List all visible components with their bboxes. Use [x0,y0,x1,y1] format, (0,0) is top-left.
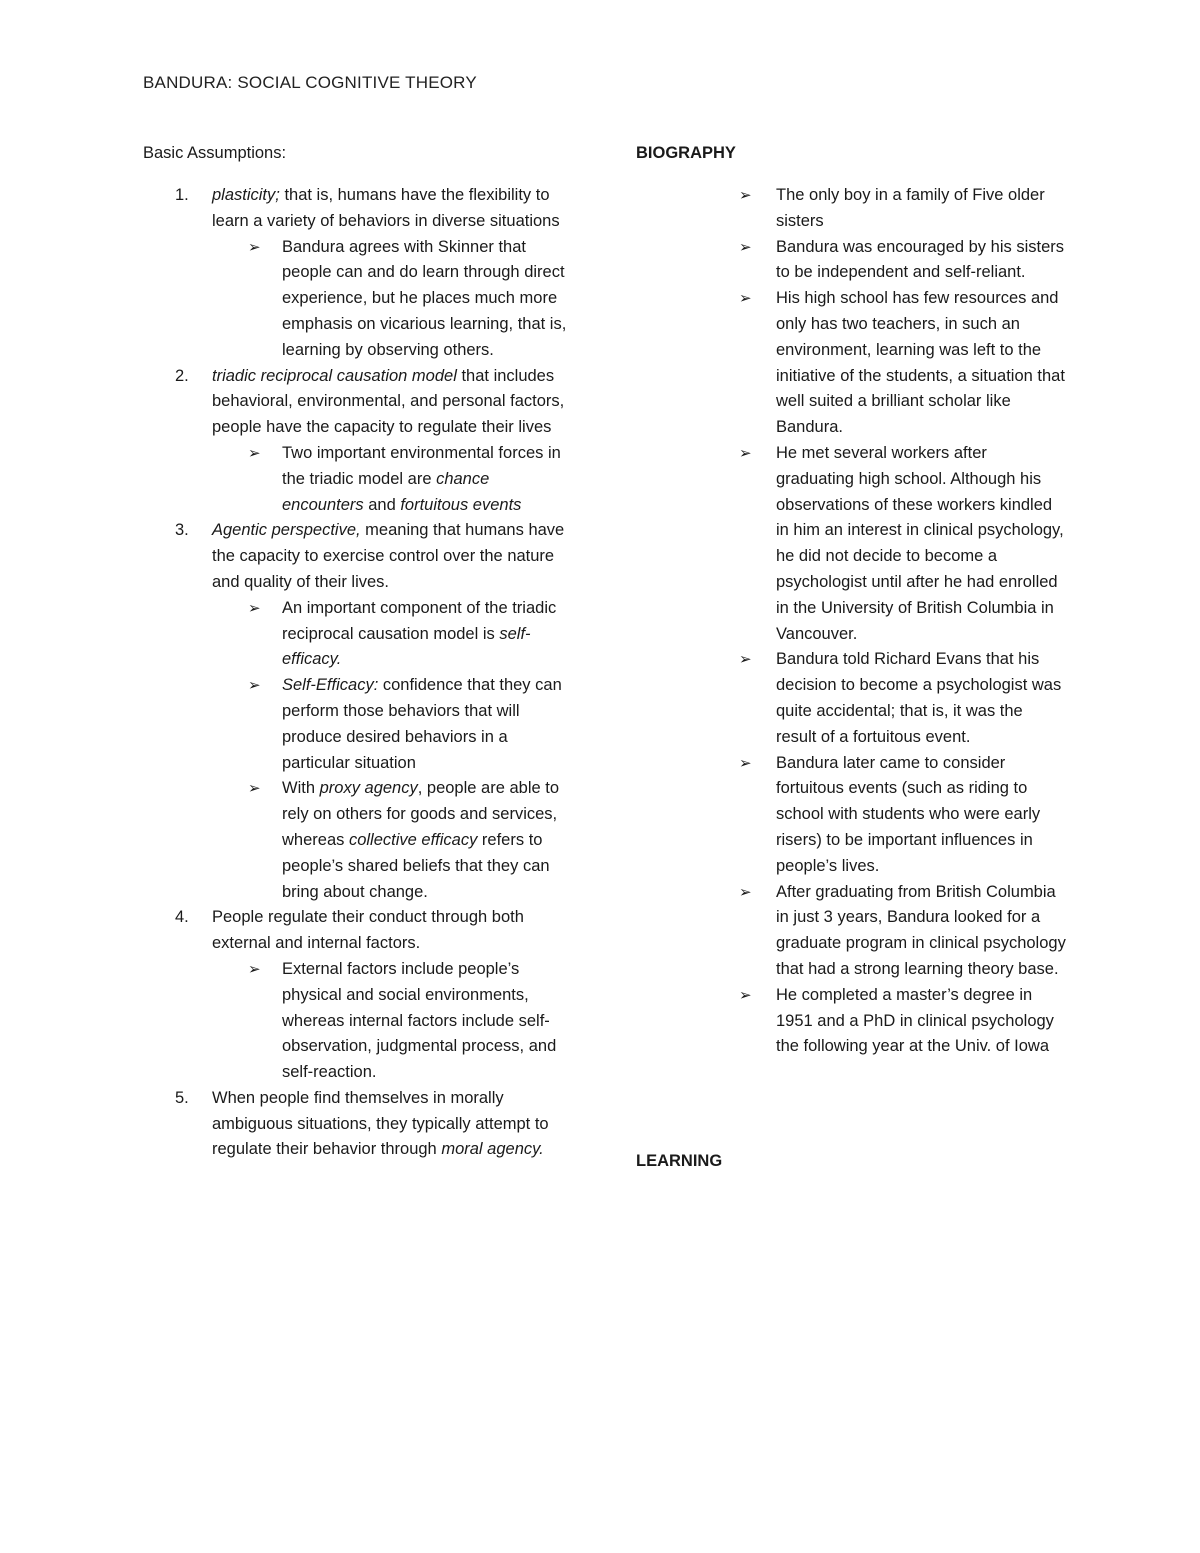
sub-bullet-text: With proxy agency, people are able to rely on others for goods and services, whereas collective efficacy refers to people’s shared beliefs that they can bring about change. [282,779,560,901]
item-number: 2. [175,366,189,385]
biography-heading: BIOGRAPHY [636,144,736,162]
assumption-item-4 [143,905,583,1086]
assumption-term: Agentic perspective, [212,521,361,540]
assumption-item-1 [143,183,583,364]
assumptions-heading: Basic Assumptions: [143,144,287,162]
assumption-item-5 [143,1086,583,1163]
sub-bullet-item [212,441,583,518]
arrow-bullet-icon: ➢ [739,651,752,669]
assumption-text: that is, humans have the flexibility to learn a variety of behaviors in diverse situations [212,186,560,230]
item-number: 1. [175,186,189,204]
assumption-text: When people find themselves in morally ambiguous situations, they typically attempt to regulate their behavior through [212,1088,549,1159]
sub-bullet-text: External factors include people’s physical and social environments, whereas internal factors include self-observation, judgmental process, and self-reaction. [282,959,557,1082]
sub-bullet-text: Two important environmental forces in the triadic model are chance encounters and fortuitous events [282,443,561,514]
item-number: 5. [175,1088,189,1107]
item-number: 3. [175,521,189,540]
biography-section [636,141,1076,1060]
arrow-bullet-icon: ➢ [739,883,752,901]
biography-list [739,183,1076,1060]
biography-item: ➢ Bandura was encouraged by his sisters to be independent and self-reliant. [739,235,1066,287]
learning-heading: LEARNING [636,1152,723,1170]
arrow-bullet-icon: ➢ [739,238,752,256]
biography-item: ➢ He completed a master’s degree in 1951 and a PhD in clinical psychology the following year at the Univ. of Iowa [739,983,1066,1060]
arrow-bullet-icon: ➢ [248,238,261,256]
arrow-bullet-icon: ➢ [248,960,261,978]
assumption-text: that includes behavioral, environmental, and personal factors, people have the capacity to regulate their lives [212,366,565,437]
assumption-text: meaning that humans have the capacity to exercise control over the nature and quality of their lives. [212,521,565,591]
arrow-bullet-icon: ➢ [248,677,261,695]
assumption-item-2 [143,364,583,519]
assumption-term: triadic reciprocal causation model [212,366,457,385]
assumption-text: People regulate their conduct through both external and internal factors. [212,908,524,953]
biography-item: ➢ Bandura later came to consider fortuitous events (such as riding to school with students who were early risers) to be important influences in people’s lives. [739,751,1066,880]
assumption-term: moral agency. [441,1140,544,1159]
sub-bullet-text: An important component of the triadic reciprocal causation model is self-efficacy. [282,598,557,669]
biography-item: ➢ He met several workers after graduating high school. Although his observations of these workers kindled in him an interest in clinical psychology, he did not decide to become a psychologist until after he had enrolled in the University of British Columbia in Vancouver. [739,441,1066,647]
document-title: BANDURA: SOCIAL COGNITIVE THEORY [143,73,477,92]
arrow-bullet-icon: ➢ [248,780,261,798]
sub-bullet-item [212,596,583,673]
sub-bullet-item [212,957,583,1086]
sub-bullet-text: Self-Efficacy: confidence that they can perform those behaviors that will produce desired behaviors in a particular situation [282,676,562,772]
assumption-item-3 [143,518,583,905]
sub-bullet-text: Bandura agrees with Skinner that people can and do learn through direct experience, but he places much more emphasis on vicarious learning, that is, learning by observing others. [282,237,567,359]
arrow-bullet-icon: ➢ [248,444,261,462]
biography-item: ➢ After graduating from British Columbia in just 3 years, Bandura looked for a graduate program in clinical psychology that had a strong learning theory base. [739,880,1066,983]
sub-bullet-item [212,235,583,364]
arrow-bullet-icon: ➢ [739,290,752,308]
item-number: 4. [175,908,189,927]
arrow-bullet-icon: ➢ [739,754,752,772]
assumption-term: plasticity; [212,186,280,204]
assumptions-section [143,141,583,1163]
biography-item: ➢ The only boy in a family of Five older sisters [739,183,1066,235]
assumptions-list [143,183,583,1163]
arrow-bullet-icon: ➢ [739,986,752,1004]
sub-bullet-item [212,776,583,905]
biography-item: ➢ His high school has few resources and only has two teachers, in such an environment, learning was left to the initiative of the students, a situation that well suited a brilliant scholar like Bandura. [739,286,1066,441]
biography-item: ➢ Bandura told Richard Evans that his decision to become a psychologist was quite accidental; that is, it was the result of a fortuitous event. [739,647,1066,750]
arrow-bullet-icon: ➢ [739,187,752,204]
arrow-bullet-icon: ➢ [739,444,752,462]
arrow-bullet-icon: ➢ [248,599,261,617]
sub-bullet-item [212,673,583,776]
